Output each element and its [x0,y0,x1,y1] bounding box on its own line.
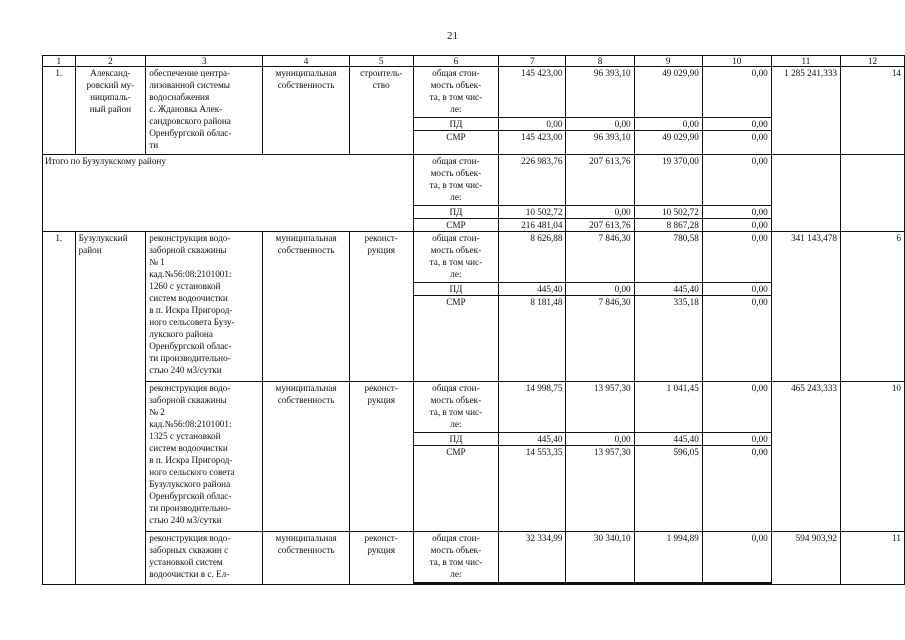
value-cell: 49 029,90 [634,131,702,155]
value-cell: 0,00 [702,155,771,206]
total-label: общая стои- мость объек- та, в том чис- ле: [413,155,499,206]
value-cell: 0,00 [702,532,771,583]
header-cell: 10 [702,56,771,67]
header-row [43,56,905,67]
value-cell: 0,00 [566,118,634,131]
table-row [43,382,905,433]
value-cell: 0,00 [702,283,771,296]
table-row [43,67,905,118]
value-cell: 49 029,90 [634,67,702,118]
value-cell: 207 613,76 [566,155,634,206]
value-cell: 145 423,00 [499,131,566,155]
table-row [43,232,905,283]
work-type-cell: реконст- рукция [349,532,413,585]
header-cell: 2 [75,56,146,67]
smr-label: СМР [413,131,499,155]
header-cell: 11 [771,56,840,67]
value-cell: 96 393,10 [566,67,634,118]
description-cell: реконструкция водо- заборной скважины № 1 кад.№56:08:2101001: 1260 с установкой систем водоочистки в п. Искра Пригород- ного сельсовета Бузу- лукского района Оренбургской облас- ти производительно- стью 240 м3/сутки [146,232,263,382]
total-label: общая стои- мость объек- та, в том чис- ле: [413,67,499,118]
value-cell: 0,00 [702,232,771,283]
header-cell: 9 [634,56,702,67]
header-cell: 1 [43,56,76,67]
value-cell: 445,40 [499,283,566,296]
value-cell: 216 481,04 [499,219,566,232]
value-cell: 0,00 [702,382,771,433]
empty-cell [634,584,702,585]
col11-cell: 341 143,478 [771,232,840,382]
value-cell: 0,00 [702,219,771,232]
header-cell: 6 [413,56,499,67]
empty-cell [566,584,634,585]
value-cell: 0,00 [702,446,771,532]
pd-label: ПД [413,206,499,219]
value-cell: 14 553,35 [499,446,566,532]
empty-cell [771,155,840,232]
header-cell: 8 [566,56,634,67]
smr-label: СМР [413,446,499,532]
value-cell: 32 334,99 [499,532,566,583]
value-cell: 0,00 [702,433,771,446]
description-cell: реконструкция водо- заборных скважин с установкой систем водоочистки в с. Ел- [146,532,263,585]
value-cell: 8 181,48 [499,296,566,382]
value-cell: 780,58 [634,232,702,283]
ownership-cell: муниципальная собственность [263,232,350,382]
table-row [43,532,905,583]
value-cell: 0,00 [702,118,771,131]
header-cell: 7 [499,56,566,67]
ownership-cell: муниципальная собственность [263,67,350,155]
ownership-cell: муниципальная собственность [263,382,350,532]
pd-label: ПД [413,118,499,131]
work-type-cell: реконст- рукция [349,382,413,532]
col12-cell: 11 [841,532,905,585]
value-cell: 226 983,76 [499,155,566,206]
value-cell: 7 846,30 [566,296,634,382]
value-cell: 13 957,30 [566,446,634,532]
header-cell: 4 [263,56,350,67]
value-cell: 445,40 [634,283,702,296]
col11-cell: 465 243,333 [771,382,840,532]
description-cell: реконструкция водо- заборной скважины № 2 кад.№56:08:2101001: 1325 с установкой систем водоочистки в п. Искра Пригород- ного сельского совета Бузулукского района Оренбургской облас- ти производительно- стью 240 м3/сутки [146,382,263,532]
pd-label: ПД [413,433,499,446]
value-cell: 8 626,88 [499,232,566,283]
pd-label: ПД [413,283,499,296]
value-cell: 13 957,30 [566,382,634,433]
header-cell: 5 [349,56,413,67]
value-cell: 10 502,72 [634,206,702,219]
value-cell: 0,00 [702,296,771,382]
value-cell: 96 393,10 [566,131,634,155]
value-cell: 0,00 [499,118,566,131]
value-cell: 596,05 [634,446,702,532]
col11-cell: 594 903,92 [771,532,840,585]
value-cell: 30 340,10 [566,532,634,583]
col11-cell: 1 285 241,333 [771,67,840,155]
value-cell: 145 423,00 [499,67,566,118]
total-label: общая стои- мость объек- та, в том чис- ле: [413,532,499,583]
row-number: 1. [43,67,76,155]
value-cell: 10 502,72 [499,206,566,219]
total-label: общая стои- мость объек- та, в том чис- ле: [413,382,499,433]
header-cell: 3 [146,56,263,67]
value-cell: 7 846,30 [566,232,634,283]
value-cell: 0,00 [566,206,634,219]
value-cell: 8 867,28 [634,219,702,232]
smr-label: СМР [413,219,499,232]
value-cell: 445,40 [634,433,702,446]
value-cell: 19 370,00 [634,155,702,206]
work-type-cell: реконст- рукция [349,232,413,382]
description-cell: обеспечение центра- лизованной системы водоснабжения с. Ждановка Алек- сандровского района Оренбургской облас- ти [146,67,263,155]
district-cell: Александ- ровский му- ниципаль- ный район [75,67,146,155]
value-cell: 207 613,76 [566,219,634,232]
budget-table [42,55,905,585]
value-cell: 0,00 [702,131,771,155]
total-label: общая стои- мость объек- та, в том чис- ле: [413,232,499,283]
value-cell: 335,18 [634,296,702,382]
empty-cell [413,584,499,585]
subtotal-row [43,155,905,206]
work-type-cell: строитель- ство [349,67,413,155]
value-cell: 1 994,89 [634,532,702,583]
value-cell: 1 041,45 [634,382,702,433]
value-cell: 0,00 [702,67,771,118]
empty-cell [499,584,566,585]
empty-cell [702,584,771,585]
value-cell: 0,00 [566,433,634,446]
value-cell: 14 998,75 [499,382,566,433]
row-number: 1. [43,232,76,585]
ownership-cell: муниципальная собственность [263,532,350,585]
col12-cell: 10 [841,382,905,532]
value-cell: 0,00 [702,206,771,219]
subtotal-label: Итого по Бузулукскому району [43,155,414,232]
header-cell: 12 [841,56,905,67]
district-cell: Бузулукский район [75,232,146,585]
value-cell: 0,00 [566,283,634,296]
smr-label: СМР [413,296,499,382]
col12-cell: 6 [841,232,905,382]
col12-cell: 14 [841,67,905,155]
value-cell: 0,00 [634,118,702,131]
page-number: 21 [447,30,458,42]
value-cell: 445,40 [499,433,566,446]
empty-cell [841,155,905,232]
